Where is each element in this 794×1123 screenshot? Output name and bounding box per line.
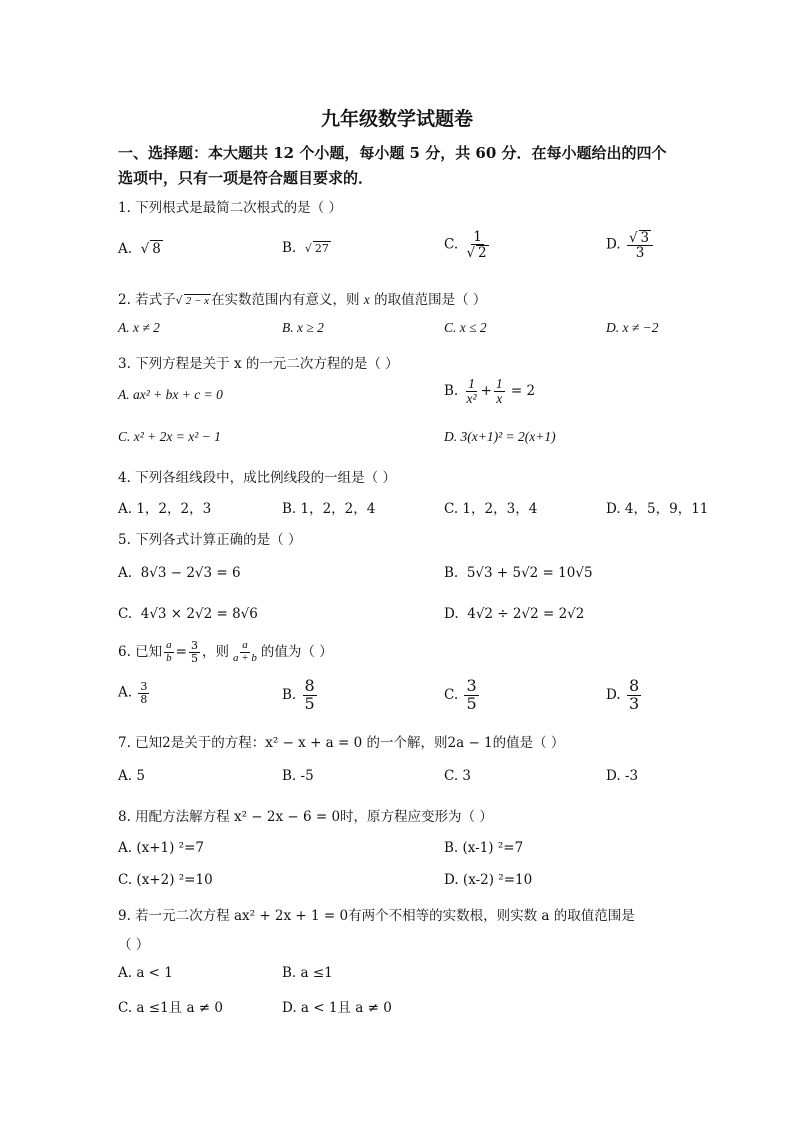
q4-option-a: A. 1，2，2，3: [118, 501, 212, 517]
q6-c-num: 3: [466, 676, 477, 695]
q1-option-d: D. $\frac{√ 3}{3}$: [606, 230, 655, 260]
q3-option-a: A. ax² + bx + c = 0: [118, 387, 223, 402]
question-1-stem: 1. 下列根式是最简二次根式的是（ ）: [118, 200, 342, 216]
q1-option-b: B. √ 27: [282, 240, 329, 256]
q2-option-b: B. x ≥ 2: [282, 320, 324, 335]
q3-option-c: C. x² + 2x = x² − 1: [118, 429, 221, 444]
q8-option-a: A. (x+1) ²=7: [118, 840, 204, 856]
q3-b-label: B.: [444, 383, 459, 400]
q1-d-numerator: 3: [640, 230, 650, 246]
q6-ratio-den: b: [166, 652, 172, 664]
q6-d-label: D.: [606, 686, 621, 703]
q1-b-label: B.: [282, 240, 297, 256]
q5-option-b: [444, 565, 593, 581]
q1-d-denominator: 3: [635, 245, 645, 262]
q4-option-d: D. 4，5，9，11: [606, 501, 709, 517]
q8-option-d: D. (x-2) ²=10: [444, 872, 533, 888]
q7-option-b: B. -5: [282, 768, 314, 784]
q2-stem-post: 在实数范围内有意义，则: [211, 292, 360, 308]
question-6-stem: [118, 640, 333, 665]
q6-expr-num: a: [242, 639, 248, 652]
q5-a-expr: 8√3 − 2√3 = 6: [140, 565, 241, 581]
q6-option-c: [444, 678, 481, 713]
q7-option-a: A. 5: [118, 768, 145, 784]
q6-a-label: A.: [118, 684, 133, 701]
q3-b-plus: +: [480, 383, 492, 400]
q8-option-c: C. (x+2) ²=10: [118, 872, 213, 888]
q6-c-den: 5: [466, 693, 477, 713]
q6-ratio-num: a: [166, 639, 172, 652]
question-9-stem-line2: （ ）: [118, 937, 150, 953]
q2-variable: x: [363, 292, 370, 307]
q2-stem-pre: 2. 若式子: [118, 292, 176, 308]
q8-option-b: B. (x-1) ²=7: [444, 840, 524, 856]
q6-d-den: 3: [628, 693, 640, 713]
q3-option-b: [444, 377, 535, 406]
question-4-stem: 4. 下列各组线段中，成比例线段的一组是（ ）: [118, 470, 396, 486]
q7-option-d: D. -3: [606, 768, 639, 784]
q6-stem-pre: 6. 已知: [118, 644, 163, 660]
q3-option-d: D. 3(x+1)² = 2(x+1): [444, 429, 556, 444]
q9-option-d: D. a < 1且 a ≠ 0: [282, 1000, 392, 1016]
page-title: 九年级数学试题卷: [320, 108, 473, 130]
q9-option-b: B. a ≤1: [282, 965, 333, 981]
question-9-stem: 9. 若一元二次方程 ax² + 2x + 1 = 0有两个不相等的实数根，则实数 a 的取值范围是: [118, 908, 635, 924]
q6-d-num: 8: [628, 676, 640, 695]
q6-value-num: 3: [190, 639, 198, 653]
q3-b-den1: x²: [466, 391, 477, 407]
q5-b-label: B.: [444, 565, 459, 581]
q5-d-expr: 4√2 ÷ 2√2 = 2√2: [467, 606, 585, 622]
section-heading-line2: 选项中，只有一项是符合题目要求的．: [118, 169, 374, 187]
question-7-stem: 7. 已知2是关于的方程：x² − x + a = 0 的一个解，则2a − 1的值是（ ）: [118, 735, 565, 751]
q2-option-a: A. x ≠ 2: [118, 320, 160, 335]
q5-option-a: [118, 565, 241, 581]
q5-option-c: [118, 606, 258, 622]
q6-a-num: 3: [140, 680, 148, 693]
q2-radicand: 2 − x: [185, 295, 209, 307]
q3-b-num1: 1: [468, 376, 475, 391]
q6-eq: =: [175, 644, 187, 660]
q1-b-radicand: 27: [314, 242, 329, 255]
q1-d-label: D.: [606, 236, 621, 253]
q2-option-d: D. x ≠ −2: [606, 320, 659, 335]
q9-option-c: C. a ≤1且 a ≠ 0: [118, 1000, 223, 1016]
q1-a-label: A.: [118, 241, 133, 257]
q5-c-expr: 4√3 × 2√2 = 8√6: [140, 606, 258, 622]
q6-option-a: [118, 681, 151, 705]
q1-c-label: C.: [444, 236, 459, 253]
q6-stem-mid: ，则: [201, 644, 229, 660]
question-3-stem: 3. 下列方程是关于 x 的一元二次方程的是（ ）: [118, 356, 399, 372]
q6-b-num: 8: [304, 676, 315, 695]
q5-option-d: [444, 606, 584, 622]
q5-a-label: A.: [118, 565, 133, 581]
q6-c-label: C.: [444, 686, 459, 703]
section-heading-line1: 一、选择题：本大题共 12 个小题，每小题 5 分，共 60 分．在每小题给出的四个: [118, 144, 667, 162]
q2-option-c: C. x ≤ 2: [444, 320, 487, 335]
question-5-stem: 5. 下列各式计算正确的是（ ）: [118, 532, 302, 548]
q3-b-num2: 1: [495, 376, 503, 391]
q1-c-denominator: 2: [478, 245, 487, 262]
q3-b-rhs: = 2: [510, 383, 536, 400]
q3-b-den2: x: [496, 391, 503, 407]
q4-option-b: B. 1，2，2，4: [282, 501, 376, 517]
q6-expr-den: a + b: [232, 652, 257, 664]
q2-stem-post2: 的取值范围是（ ）: [374, 292, 487, 308]
question-2-stem: 2. 若式子√ 2 − x 在实数范围内有意义，则 x 的取值范围是（ ）: [118, 292, 487, 308]
q9-option-a: A. a < 1: [118, 965, 173, 981]
q6-option-b: [282, 678, 319, 713]
q7-option-c: C. 3: [444, 768, 472, 784]
q6-option-d: [606, 678, 643, 713]
q6-stem-post: 的值为（ ）: [260, 644, 333, 660]
question-8-stem: 8. 用配方法解方程 x² − 2x − 6 = 0时，原方程应变形为（ ）: [118, 809, 493, 825]
q6-value-den: 5: [190, 652, 198, 665]
q1-option-a: A. √ 8: [118, 241, 161, 257]
q6-a-den: 8: [140, 692, 148, 706]
q6-b-label: B.: [282, 686, 297, 703]
q6-b-den: 5: [304, 693, 315, 713]
q1-c-numerator: 1: [473, 229, 482, 245]
q5-c-label: C.: [118, 606, 133, 622]
q4-option-c: C. 1，2，3，4: [444, 501, 538, 517]
q5-b-expr: 5√3 + 5√2 = 10√5: [466, 565, 593, 581]
q1-a-radicand: 8: [152, 241, 161, 257]
q1-option-c: C. $\frac{1}{√ 2}$: [444, 229, 487, 262]
q5-d-label: D.: [444, 606, 459, 622]
